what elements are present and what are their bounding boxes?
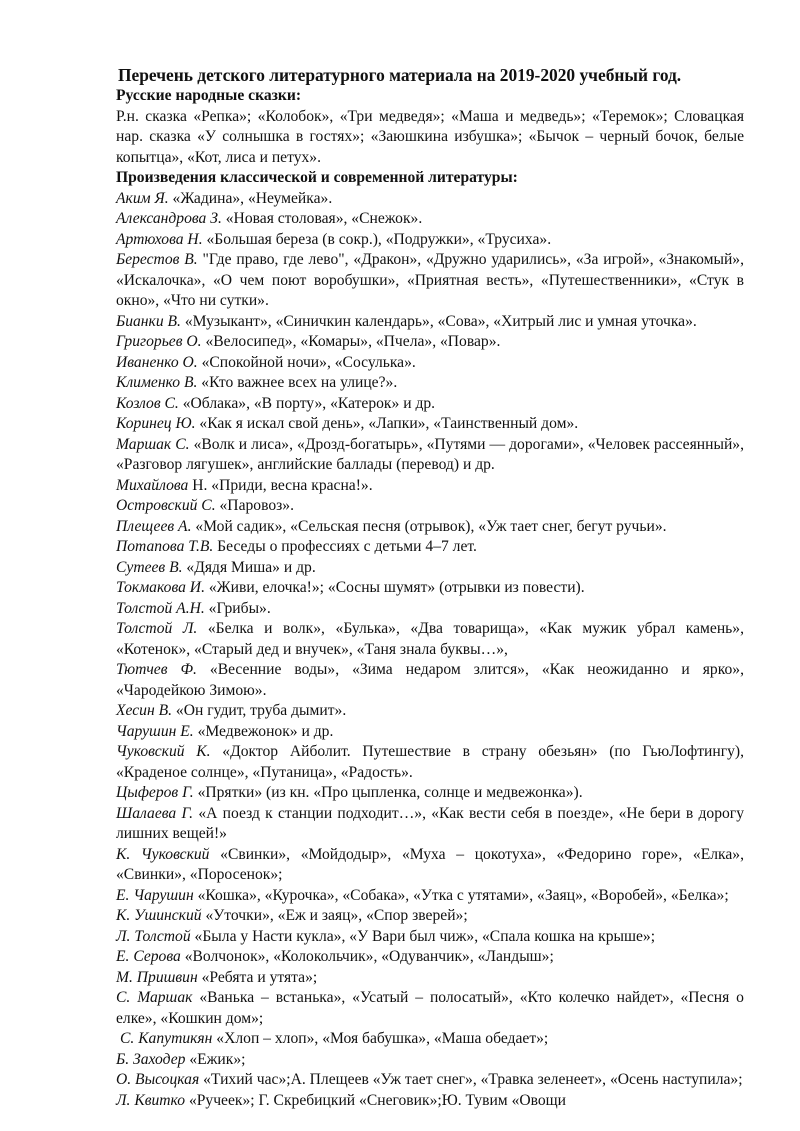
entry-works: «Он гудит, труба дымит».: [172, 702, 347, 719]
document-page: [116, 64, 744, 1111]
entry-works: «Медвежонок» и др.: [193, 722, 334, 740]
entry-works: Н. «Приди, весна красна!».: [188, 476, 373, 494]
entry-works: «Доктор Айболит. Путешествие в страну обезьян» (по ГьюЛофтингу), «Краденое солнце», «Путаница», «Радость».: [116, 743, 744, 781]
entry-author: Клименко В.: [116, 374, 198, 391]
entry-works: «Тихий час»;А. Плещеев «Уж тает снег», «Травка зеленеет», «Осень наступила»;: [199, 1071, 743, 1088]
entry-author: Толстой Л.: [116, 620, 198, 637]
entry-works: «Весенние воды», «Зима недаром злится», «Как неожиданно и ярко», «Чародейкою Зимою».: [116, 661, 744, 699]
literature-entry: [116, 353, 744, 374]
folk-tales-list: Р.н. сказка «Репка»; «Колобок», «Три медведя»; «Маша и медведь»; «Теремок»; Словацкая нар. сказка «У солнышка в гостях»; «Заюшкина избушка»; «Бычок – черный бочок, белые копытца», «Кот, лиса и петух».: [116, 107, 744, 166]
literature-entry: [116, 558, 744, 579]
literature-entry: [116, 578, 744, 599]
literature-entry: [116, 968, 744, 989]
entry-works: «Ванька – встанька», «Усатый – полосатый», «Кто колечко найдет», «Песня о елке», «Кошкин дом»;: [116, 989, 744, 1027]
literature-entry: [116, 312, 744, 333]
entry-author: Л. Толстой: [116, 927, 191, 945]
entry-author: Бианки В.: [116, 312, 181, 330]
entry-author: Берестов В.: [116, 251, 198, 268]
entry-author: Александрова З.: [116, 210, 222, 227]
entry-works: «А поезд к станции подходит…», «Как вести себя в поезде», «Не бери в дорогу лишних вещей!»: [116, 804, 744, 842]
literature-entry: [116, 435, 744, 476]
entry-works: «Мой садик», «Сельская песня (отрывок), «Уж тает снег, бегут ручьи».: [191, 517, 667, 535]
entry-author: Токмакова И.: [116, 579, 205, 596]
entry-author: Тютчев Ф.: [116, 661, 197, 678]
entry-author: К. Ушинский: [116, 907, 202, 924]
literature-entry: [116, 209, 744, 230]
literature-entry: [116, 373, 744, 394]
literature-entry: [116, 599, 744, 620]
entry-author: Михайлова: [116, 476, 189, 494]
entry-works: «Ежик»;: [185, 1050, 246, 1068]
literature-list: [116, 189, 744, 1112]
entry-works: «Дядя Миша» и др.: [182, 558, 316, 576]
literature-entry: [116, 189, 744, 210]
entry-works: «Музыкант», «Синичкин календарь», «Сова», «Хитрый лис и умная уточка».: [180, 312, 697, 330]
entry-works: «Ребята и утята»;: [197, 968, 318, 986]
entry-works-rest: , «Мойдодыр», «Муха – цокотуха», «Федорино горе», «Елка», «Свинки», «Поросенок»;: [116, 845, 744, 883]
entry-author: Хесин В.: [116, 702, 173, 719]
literature-entry: [116, 332, 744, 353]
entry-works: «Кто важнее всех на улице?».: [197, 374, 398, 391]
entry-author: Иваненко О.: [116, 353, 198, 371]
literature-entry: [116, 496, 744, 517]
literature-entry: [116, 1070, 744, 1091]
literature-entry: [116, 988, 744, 1029]
entry-author: Чуковский К.: [116, 743, 211, 760]
entry-author: Григорьев О.: [116, 333, 202, 350]
entry-author: Чарушин Е.: [116, 722, 194, 740]
literature-entry: [116, 701, 744, 722]
literature-entry: [116, 1050, 744, 1071]
entry-author: Толстой А.Н.: [116, 599, 205, 617]
entry-author: Маршак С.: [116, 435, 190, 453]
literature-entry: [116, 394, 744, 415]
entry-author: Коринец Ю.: [116, 415, 196, 432]
literature-entry: [116, 619, 744, 660]
entry-works: «Свинки»: [209, 845, 287, 863]
entry-works: «Облака», «В порту», «Катерок» и др.: [178, 394, 436, 412]
entry-author: С. Маршак: [116, 989, 193, 1006]
entry-author: Цыферов Г.: [116, 784, 194, 801]
entry-works: "Где право, где лево", «Дракон», «Дружно ударились», «За игрой», «Знакомый», «Искалочка», «О чем поют воробушки», «Приятная весть», «Путешественники», «Стук в окно», «Что ни сутки».: [116, 251, 744, 309]
literature-entry: [116, 537, 744, 558]
literature-entry: [116, 660, 744, 701]
entry-author: С. Капутикян: [120, 1030, 213, 1047]
literature-entry: [116, 947, 744, 968]
literature-entry: [116, 476, 744, 497]
page-title: Перечень детского литературного материала на 2019-2020 учебный год.: [118, 65, 682, 85]
entry-author: Козлов С.: [116, 394, 179, 412]
entry-works: «Уточки», «Еж и заяц», «Спор зверей»;: [201, 907, 468, 924]
entry-works: «Волк и лиса», «Дрозд-богатырь», «Путями — дорогами», «Человек рассеянный», «Разговор лягушек», английские баллады (перевод) и др.: [116, 435, 744, 473]
entry-works: «Живи, елочка!»; «Сосны шумят» (отрывки из повести).: [204, 579, 585, 596]
entry-works: «Паровоз».: [215, 497, 294, 514]
literature-entry: [116, 783, 744, 804]
literature-entry: [116, 742, 744, 783]
entry-author: Е. Чарушин: [116, 886, 194, 904]
entry-works: «Кошка», «Курочка», «Собака», «Утка с утятами», «Заяц», «Воробей», «Белка»;: [193, 886, 729, 904]
entry-author: Сутеев В.: [116, 558, 183, 576]
entry-author: Шалаева Г.: [116, 804, 194, 822]
entry-works: «Ручеек»; Г. Скребицкий «Снеговик»;Ю. Тувим «Овощи: [185, 1091, 567, 1109]
entry-works: «Жадина», «Неумейка».: [168, 189, 333, 207]
literature-entry: [116, 414, 744, 435]
literature-entry: [116, 1091, 744, 1112]
literature-entry: [116, 906, 744, 927]
entry-author: Л. Квитко: [116, 1091, 186, 1109]
literature-entry: [116, 250, 744, 312]
entry-works: «Волчонок», «Колокольчик», «Одуванчик», «Ландыш»;: [180, 948, 554, 965]
literature-entry: [116, 722, 744, 743]
entry-author: Аким Я.: [116, 189, 169, 207]
literature-entry: [116, 845, 744, 886]
entry-works: «Прятки» (из кн. «Про цыпленка, солнце и медвежонка»).: [193, 784, 583, 801]
literature-entry: [116, 927, 744, 948]
entry-author: М. Пришвин: [116, 968, 198, 986]
entry-author: Б. Заходер: [116, 1050, 186, 1068]
entry-author: Плещеев А.: [116, 517, 192, 535]
entry-works: «Белка и волк», «Булька», «Два товарища», «Как мужик убрал камень», «Котенок», «Старый дед и внучек», «Таня знала буквы…»,: [116, 620, 744, 658]
entry-works: «Хлоп – хлоп», «Моя бабушка», «Маша обедает»;: [212, 1030, 549, 1047]
literature-entry: [116, 804, 744, 845]
section-heading-folk-tales: Русские народные сказки:: [116, 87, 302, 104]
entry-works: «Как я искал свой день», «Лапки», «Таинственный дом».: [195, 415, 579, 432]
entry-author: Артюхова Н.: [116, 230, 203, 248]
entry-author: Потапова Т.В.: [116, 538, 214, 555]
entry-works: Беседы о профессиях с детьми 4–7 лет.: [213, 538, 477, 555]
entry-works: «Новая столовая», «Снежок».: [221, 210, 423, 227]
literature-entry: [116, 230, 744, 251]
literature-entry: [116, 517, 744, 538]
entry-works: «Была у Насти кукла», «У Вари был чиж», «Спала кошка на крыше»;: [190, 927, 656, 945]
entry-works: «Грибы».: [204, 599, 271, 617]
entry-works: «Большая береза (в сокр.), «Подружки», «Трусиха».: [202, 230, 552, 248]
entry-works: «Велосипед», «Комары», «Пчела», «Повар».: [201, 333, 501, 350]
entry-author: Островский С.: [116, 497, 216, 514]
entry-author: К. Чуковский: [116, 845, 210, 863]
section-heading-literature: Произведения классической и современной литературы:: [116, 169, 518, 186]
literature-entry: [116, 1029, 744, 1050]
entry-works: «Спокойной ночи», «Сосулька».: [197, 353, 416, 371]
entry-author: Е. Серова: [116, 948, 181, 965]
literature-entry: [116, 886, 744, 907]
entry-author: О. Высоцкая: [116, 1071, 200, 1088]
